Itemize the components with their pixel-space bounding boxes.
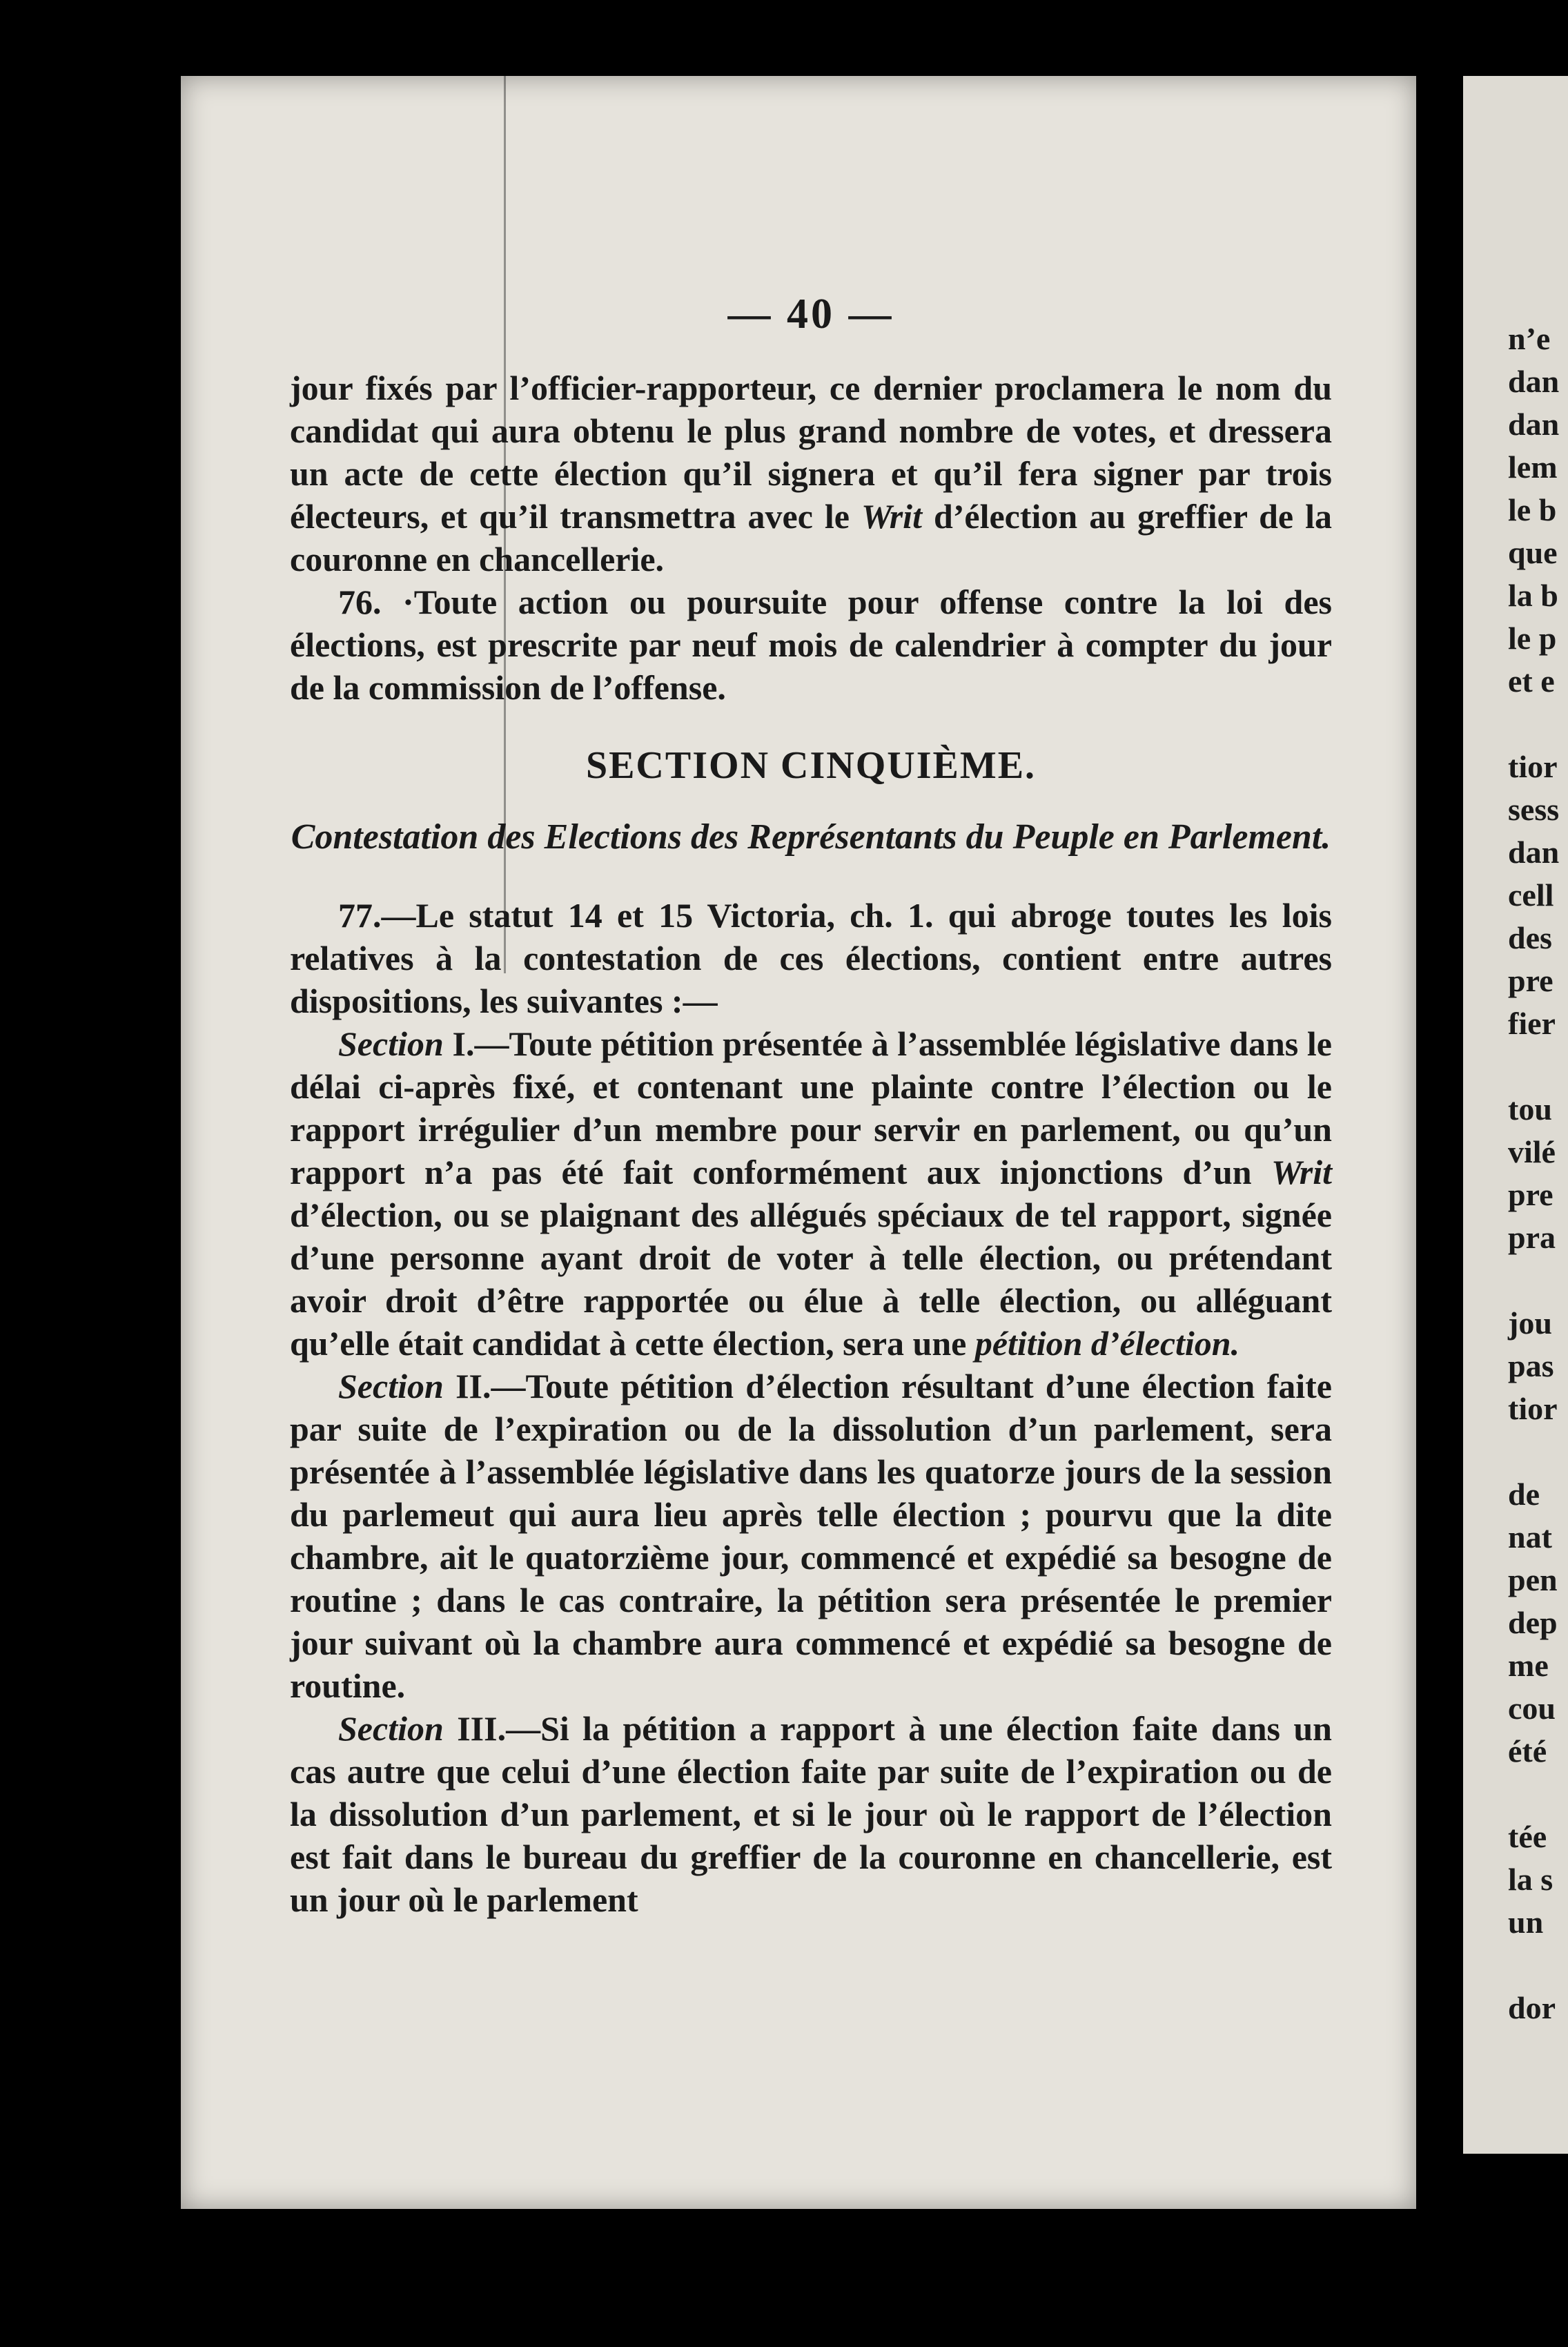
facing-line: lem <box>1508 449 1558 485</box>
facing-line: tior <box>1508 749 1558 784</box>
paragraph-76: 76. ·Toute action ou poursuite pour offense contre la loi des élections, est prescrite par neuf mois de calendrier à compter du jour de la commission de l’offense. <box>290 583 1332 707</box>
facing-line: pre <box>1508 963 1554 998</box>
facing-line: dan <box>1508 835 1560 870</box>
facing-line <box>1508 1430 1559 1473</box>
facing-line: que <box>1508 535 1558 570</box>
facing-line: pas <box>1508 1348 1554 1383</box>
facing-line: le p <box>1508 621 1557 656</box>
facing-line <box>1508 703 1559 746</box>
facing-line <box>1508 1045 1559 1088</box>
facing-line: jou <box>1508 1305 1552 1341</box>
facing-line <box>1508 1944 1559 1987</box>
writ-term: Writ <box>861 497 922 536</box>
section-subtitle: Contestation des Elections des Représentants du Peuple en Parlement. <box>291 817 1331 857</box>
facing-line: tou <box>1508 1091 1552 1127</box>
facing-line: le b <box>1508 492 1557 527</box>
facing-line: nat <box>1508 1519 1552 1555</box>
facing-line: cou <box>1508 1691 1556 1726</box>
facing-line: été <box>1508 1733 1547 1769</box>
facing-line: pra <box>1508 1220 1556 1255</box>
facing-line: tée <box>1508 1819 1547 1854</box>
facing-line: de <box>1508 1477 1540 1512</box>
facing-line: la s <box>1508 1862 1554 1897</box>
facing-line: un <box>1508 1905 1544 1940</box>
section-2: Section II.—Toute pétition d’élection résultant d’une élection faite par suite de l’expiration ou de la dissolution d’un parlement, sera présentée à l’assemblée législative dans les quatorze jours de la session du parlemeut qui aura lieu après telle élection ; pourvu que la dite chambre, ait le quatorzième jour, commencé et expédié sa besogne de routine ; dans le cas contraire, la pétition sera présentée le premier jour suivant où la chambre aura commencé et expédié sa besogne de routine. <box>290 1367 1332 1705</box>
section-3: Section III.—Si la pétition a rapport à une élection faite dans un cas autre que celui d’une élection faite par suite de l’expiration ou de la dissolution d’un parlement, et si le jour où le rapport de l’élection est fait dans le bureau du greffier de la couronne en chancellerie, est un jour où le parlement <box>290 1709 1332 1919</box>
facing-line: me <box>1508 1648 1549 1683</box>
facing-page-text <box>1508 318 1559 2029</box>
paragraph-77: 77.—Le statut 14 et 15 Victoria, ch. 1. qui abroge toutes les lois relatives à la contestation de ces élections, contient entre autres dispositions, les suivantes :— <box>290 896 1332 1020</box>
facing-line: la b <box>1508 578 1558 613</box>
facing-line: pre <box>1508 1177 1554 1212</box>
section-1: Section I.—Toute pétition présentée à l’assemblée législative dans le délai ci-après fixé, et contenant une plainte contre l’élection ou le rapport irrégulier d’un membre pour servir en parlement, ou qu’un rapport n’a pas été fait conformément aux injonctions d’un Writ d’élection, ou se plaignant des allégués spéciaux de tel rapport, signée d’une personne ayant droit de voter à telle élection, ou prétendant avoir droit d’être rapportée ou élue à telle élection, ou alléguant qu’elle était candidat à cette élection, sera une pétition d’élection. <box>290 1024 1332 1363</box>
facing-line: dan <box>1508 407 1560 442</box>
page-text <box>290 290 1332 1921</box>
facing-line: des <box>1508 920 1552 955</box>
facing-line: fier <box>1508 1006 1556 1041</box>
paragraph-75-end: jour fixés par l’officier-rapporteur, ce dernier proclamera le nom du candidat qui aura obtenu le plus grand nombre de votes, et dressera un acte de cette élection qu’il signera et qu’il fera signer par trois électeurs, et qu’il transmettra avec le Writ d’élection au greffier de la couronne en chancellerie. <box>290 369 1333 578</box>
facing-line: vilé <box>1508 1134 1556 1169</box>
facing-line: dan <box>1508 364 1560 399</box>
facing-line: tior <box>1508 1391 1558 1426</box>
facing-line: cell <box>1508 877 1554 913</box>
facing-line: dep <box>1508 1605 1558 1640</box>
facing-line <box>1508 1773 1559 1815</box>
facing-line: n’e <box>1508 321 1551 356</box>
section-heading: SECTION CINQUIÈME. <box>585 744 1037 787</box>
facing-line: dor <box>1508 1990 1556 2025</box>
page-number: — 40 — <box>727 291 894 338</box>
facing-line: sess <box>1508 792 1560 827</box>
facing-line: et e <box>1508 663 1555 699</box>
facing-line: pen <box>1508 1562 1558 1597</box>
facing-line <box>1508 1259 1559 1302</box>
